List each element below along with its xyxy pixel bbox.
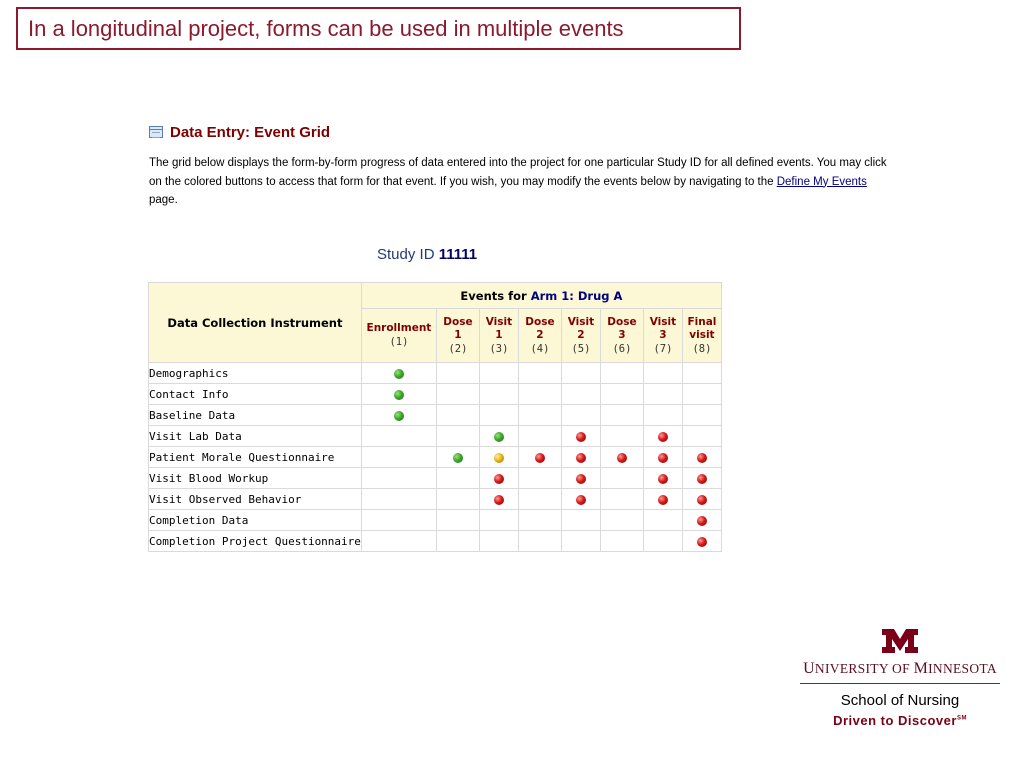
event-name: Final visit (687, 315, 717, 341)
status-red-icon[interactable] (494, 495, 504, 505)
status-green-icon[interactable] (453, 453, 463, 463)
grid-cell (561, 447, 600, 468)
event-header-3 (479, 309, 518, 363)
grid-cell (479, 447, 518, 468)
grid-cell (561, 531, 600, 552)
grid-cell (361, 426, 436, 447)
grid-cell (479, 489, 518, 510)
grid-cell (561, 510, 600, 531)
table-row (149, 489, 722, 510)
event-number: (3) (489, 342, 509, 355)
event-number: (8) (692, 342, 712, 355)
grid-cell (643, 405, 682, 426)
form-name: Visit Observed Behavior (149, 489, 362, 510)
status-red-icon[interactable] (658, 495, 668, 505)
table-row (149, 468, 722, 489)
tagline (800, 713, 1000, 728)
grid-cell (643, 489, 682, 510)
event-name: Visit 1 (485, 315, 513, 341)
uni-initial-m: M (913, 660, 929, 677)
grid-cell (600, 363, 643, 384)
grid-cell (479, 384, 518, 405)
status-green-icon[interactable] (394, 369, 404, 379)
table-row (149, 447, 722, 468)
status-green-icon[interactable] (394, 390, 404, 400)
grid-cell (643, 468, 682, 489)
event-grid-table (148, 282, 722, 552)
grid-cell (643, 510, 682, 531)
table-row (149, 405, 722, 426)
grid-cell (436, 531, 479, 552)
table-row (149, 510, 722, 531)
grid-cell (682, 426, 721, 447)
status-red-icon[interactable] (697, 474, 707, 484)
event-name: Enrollment (366, 322, 432, 334)
slide-title: In a longitudinal project, forms can be used in multiple events (16, 7, 741, 50)
event-header-5 (561, 309, 600, 363)
grid-cell (518, 531, 561, 552)
school-name: School of Nursing (840, 692, 960, 709)
define-my-events-link[interactable]: Define My Events (776, 175, 867, 188)
event-header-6 (600, 309, 643, 363)
grid-cell (561, 426, 600, 447)
university-logo (800, 628, 1000, 728)
grid-cell (600, 468, 643, 489)
event-grid-intro (149, 154, 889, 210)
status-red-icon[interactable] (576, 495, 586, 505)
intro-text-end: page. (149, 194, 178, 206)
grid-cell (518, 405, 561, 426)
grid-cell (479, 531, 518, 552)
grid-cell (479, 426, 518, 447)
event-grid-heading (149, 122, 330, 142)
grid-cell (436, 363, 479, 384)
status-red-icon[interactable] (697, 495, 707, 505)
grid-cell (479, 405, 518, 426)
grid-cell (682, 531, 721, 552)
form-name: Visit Lab Data (149, 426, 362, 447)
grid-cell (561, 363, 600, 384)
event-number: (7) (653, 342, 673, 355)
grid-cell (643, 363, 682, 384)
grid-cell (682, 468, 721, 489)
grid-cell (361, 384, 436, 405)
grid-cell (682, 384, 721, 405)
grid-cell (682, 363, 721, 384)
uni-name-mid: NIVERSITY OF (814, 661, 914, 676)
event-header-2 (436, 309, 479, 363)
status-red-icon[interactable] (697, 453, 707, 463)
grid-cell (436, 468, 479, 489)
grid-cell (518, 468, 561, 489)
status-red-icon[interactable] (617, 453, 627, 463)
status-green-icon[interactable] (494, 432, 504, 442)
grid-cell (436, 489, 479, 510)
event-name: Dose 3 (607, 315, 637, 341)
table-row (149, 531, 722, 552)
event-name: Visit 3 (649, 315, 677, 341)
grid-cell (361, 405, 436, 426)
status-red-icon[interactable] (576, 432, 586, 442)
event-number: (6) (612, 342, 632, 355)
grid-cell (518, 510, 561, 531)
grid-cell (436, 384, 479, 405)
grid-cell (682, 447, 721, 468)
form-name: Contact Info (149, 384, 362, 405)
grid-cell (436, 405, 479, 426)
grid-cell (479, 363, 518, 384)
grid-cell (643, 531, 682, 552)
grid-cell (561, 384, 600, 405)
status-red-icon[interactable] (535, 453, 545, 463)
event-header-8 (682, 309, 721, 363)
status-red-icon[interactable] (658, 453, 668, 463)
university-name (800, 660, 1000, 684)
event-header-1 (361, 309, 436, 363)
form-name: Demographics (149, 363, 362, 384)
grid-cell (600, 489, 643, 510)
grid-cell (600, 405, 643, 426)
grid-cell (600, 531, 643, 552)
grid-cell (361, 531, 436, 552)
event-name: Dose 2 (525, 315, 555, 341)
service-mark: SM (956, 715, 967, 722)
grid-cell (479, 510, 518, 531)
status-yellow-icon[interactable] (494, 453, 504, 463)
event-header-4 (518, 309, 561, 363)
grid-cell (643, 447, 682, 468)
grid-cell (518, 363, 561, 384)
grid-cell (682, 489, 721, 510)
event-number: (1) (389, 336, 409, 348)
status-red-icon[interactable] (697, 537, 707, 547)
uni-name-last: INNESOTA (928, 661, 997, 676)
grid-cell (561, 489, 600, 510)
table-row (149, 384, 722, 405)
events-header (361, 283, 721, 309)
grid-cell (361, 510, 436, 531)
arm-label: Arm 1: Drug A (530, 288, 623, 303)
block-m-icon (881, 628, 919, 654)
tagline-text: Driven to Discover (833, 713, 957, 728)
status-red-icon[interactable] (697, 516, 707, 526)
study-id-value: 11111 (438, 246, 478, 263)
grid-cell (436, 510, 479, 531)
table-row (149, 426, 722, 447)
event-name: Dose 1 (443, 315, 473, 341)
grid-cell (436, 426, 479, 447)
form-name: Completion Project Questionnaire (149, 531, 362, 552)
form-name: Completion Data (149, 510, 362, 531)
status-red-icon[interactable] (658, 474, 668, 484)
grid-cell (561, 468, 600, 489)
grid-cell (436, 447, 479, 468)
form-name: Baseline Data (149, 405, 362, 426)
table-row (149, 363, 722, 384)
status-red-icon[interactable] (658, 432, 668, 442)
grid-cell (682, 405, 721, 426)
grid-cell (361, 363, 436, 384)
grid-cell (643, 426, 682, 447)
grid-cell (518, 426, 561, 447)
status-red-icon[interactable] (576, 453, 586, 463)
event-header-7 (643, 309, 682, 363)
grid-cell (600, 384, 643, 405)
grid-cell (361, 447, 436, 468)
events-for-label: Events for (460, 288, 527, 303)
table-icon (149, 126, 163, 138)
status-green-icon[interactable] (394, 411, 404, 421)
study-id-label (377, 246, 477, 263)
grid-cell (600, 426, 643, 447)
grid-cell (479, 468, 518, 489)
grid-cell (600, 447, 643, 468)
event-name: Visit 2 (567, 315, 595, 341)
form-name: Patient Morale Questionnaire (149, 447, 362, 468)
event-number: (2) (448, 342, 468, 355)
intro-text: The grid below displays the form-by-form progress of data entered into the project for one particular Study ID for all defined events. You may click on the colored buttons to access that form for that event. If you wish, you may modify the events below by navigating to the (149, 157, 887, 188)
grid-cell (643, 384, 682, 405)
form-name: Visit Blood Workup (149, 468, 362, 489)
grid-cell (561, 405, 600, 426)
status-red-icon[interactable] (576, 474, 586, 484)
uni-initial-u: U (803, 660, 815, 677)
grid-cell (518, 489, 561, 510)
event-number: (5) (571, 342, 591, 355)
grid-cell (518, 447, 561, 468)
event-grid-heading-text: Data Entry: Event Grid (170, 123, 331, 141)
grid-cell (682, 510, 721, 531)
instrument-column-header: Data Collection Instrument (149, 283, 362, 363)
grid-cell (361, 489, 436, 510)
event-number: (4) (530, 342, 550, 355)
status-red-icon[interactable] (494, 474, 504, 484)
grid-cell (361, 468, 436, 489)
grid-cell (600, 510, 643, 531)
study-id-caption: Study ID (377, 246, 435, 263)
grid-cell (518, 384, 561, 405)
